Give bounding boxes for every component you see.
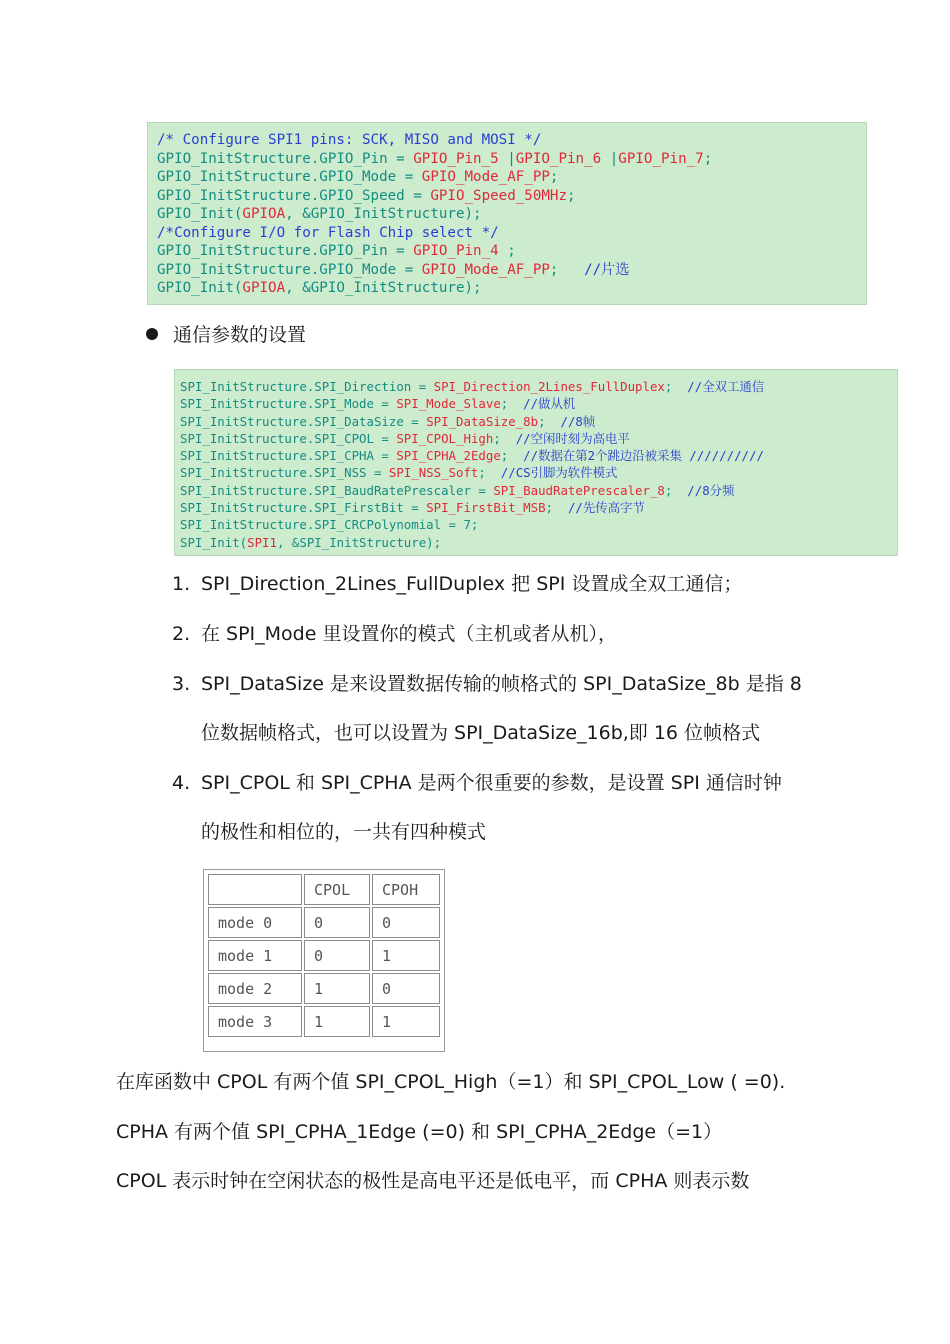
list-item-text: SPI_CPOL 和 SPI_CPHA 是两个很重要的参数，是设置 SPI 通信时钟 [201, 772, 782, 794]
list-item-number: 1. [172, 573, 191, 595]
code-line [180, 534, 897, 551]
code-token: SPI1 [247, 534, 277, 550]
code-token: GPIO_Mode_AF_PP [421, 169, 550, 185]
table-cell: mode 0 [208, 907, 302, 938]
table-cell: 0 [304, 907, 370, 938]
code-token: SPI_InitStructure.SPI_NSS = [180, 465, 389, 481]
list-item [172, 622, 617, 646]
code-line [157, 168, 866, 187]
code-line [157, 279, 866, 298]
code-token: GPIO_Init( [157, 280, 243, 296]
code-token: GPIOA [242, 280, 286, 296]
code-line [180, 447, 897, 464]
table-row [208, 940, 440, 971]
spi-code-block [174, 369, 898, 556]
list-item-text: 在 SPI_Mode 里设置你的模式（主机或者从机）， [201, 623, 617, 645]
table-header-row [208, 874, 440, 905]
paragraph: CPOL 表示时钟在空闲状态的极性是高电平还是低电平，而 CPHA 则表示数 [116, 1170, 750, 1192]
code-token: SPI_Init( [180, 534, 248, 550]
table-header-cell [208, 874, 302, 905]
code-token: SPI_InitStructure.SPI_CRCPolynomial = 7; [180, 517, 479, 533]
table-header-cell: CPOL [304, 874, 370, 905]
code-token: ; [567, 187, 576, 204]
code-token: ; [545, 500, 568, 516]
code-token: //片选 [584, 261, 630, 278]
mode-table-grid [206, 872, 442, 1039]
code-token: //CS引脚为软件模式 [500, 465, 618, 481]
code-token: GPIO_Pin_7 [618, 150, 704, 167]
code-token: ; [493, 430, 516, 446]
gpio-code-block [147, 122, 867, 305]
code-token: GPIO_Pin_4 [413, 243, 499, 259]
list-item-text: SPI_Direction_2Lines_FullDuplex 把 SPI 设置成全双工通信； [201, 573, 743, 595]
code-line [180, 378, 897, 395]
code-line [180, 430, 897, 447]
code-token: SPI_InitStructure.SPI_FirstBit = [180, 500, 427, 516]
code-token: ; [500, 396, 524, 412]
list-item [172, 672, 802, 696]
code-token: //全双工通信 [687, 379, 765, 394]
list-item [172, 771, 782, 795]
code-line [180, 464, 897, 481]
list-item-continuation: 位数据帧格式，也可以设置为 SPI_DataSize_16b,即 16 位帧格式 [201, 722, 761, 744]
code-token: ; [664, 482, 688, 498]
code-line [180, 499, 897, 516]
bullet-dot-icon [146, 328, 158, 340]
code-token: GPIO_InitStructure.GPIO_Mode = [157, 169, 422, 185]
code-token: , &GPIO_InitStructure); [285, 280, 482, 296]
list-item-text: SPI_DataSize 是来设置数据传输的帧格式的 SPI_DataSize_8b 是指 8 [201, 673, 802, 695]
code-token: GPIO_Mode_AF_PP [421, 261, 550, 278]
list-item-number: 2. [172, 623, 191, 645]
code-token: /*Configure I/O for Flash Chip select */ [157, 224, 499, 241]
code-token: GPIO_Speed_50MHz [430, 187, 568, 204]
table-cell: mode 1 [208, 940, 302, 971]
code-token: //空闲时刻为高电平 [515, 430, 630, 446]
code-token: SPI_BaudRatePrescaler_8 [493, 482, 665, 498]
code-token: GPIO_InitStructure.GPIO_Pin = [157, 150, 414, 167]
code-line [180, 395, 897, 412]
code-token: GPIOA [242, 206, 286, 222]
table-cell: 1 [304, 1006, 370, 1037]
code-token: | [507, 150, 516, 167]
code-token: ; [549, 169, 559, 185]
code-token: GPIO_Pin_6 [515, 150, 610, 167]
code-line [180, 516, 897, 533]
code-token: | [609, 150, 619, 167]
code-token: GPIO_InitStructure.GPIO_Mode = [157, 261, 422, 278]
code-token: , &GPIO_InitStructure); [285, 206, 482, 222]
code-token: SPI_InitStructure.SPI_CPOL = [180, 430, 397, 446]
code-token: SPI_InitStructure.SPI_Direction = [180, 379, 434, 394]
bullet-heading-text: 通信参数的设置 [173, 324, 307, 346]
list-item-number: 4. [172, 772, 191, 794]
code-token: ; [500, 448, 524, 464]
code-token: SPI_CPOL_High [396, 430, 494, 446]
code-token: //先传高字节 [567, 500, 645, 516]
table-row [208, 907, 440, 938]
code-line [157, 131, 866, 150]
code-token: SPI_FirstBit_MSB [426, 500, 546, 516]
code-line [157, 150, 866, 169]
code-token: SPI_Direction_2Lines_FullDuplex [433, 379, 665, 394]
table-cell: mode 2 [208, 973, 302, 1004]
list-item-number: 3. [172, 673, 191, 695]
table-cell: 1 [372, 1006, 440, 1037]
code-token: GPIO_InitStructure.GPIO_Speed = [157, 187, 431, 204]
table-row [208, 1006, 440, 1037]
table-cell: 1 [304, 973, 370, 1004]
code-token: ; [549, 261, 585, 278]
table-cell: 1 [372, 940, 440, 971]
code-token: SPI_Mode_Slave [396, 396, 501, 412]
code-token: GPIO_Pin_5 [413, 150, 508, 167]
code-token: SPI_InitStructure.SPI_Mode = [180, 396, 397, 412]
code-line [157, 261, 866, 280]
code-token: ; [498, 243, 516, 259]
list-item-continuation: 的极性和相位的，一共有四种模式 [201, 821, 487, 843]
table-cell: mode 3 [208, 1006, 302, 1037]
code-line [180, 482, 897, 499]
code-token: ; [478, 465, 501, 481]
code-token: SPI_InitStructure.SPI_DataSize = [180, 413, 427, 429]
code-token: GPIO_Init( [157, 206, 243, 222]
code-token: ; [664, 379, 688, 394]
table-header-cell: CPOH [372, 874, 440, 905]
code-token: //8帧 [560, 413, 596, 429]
code-token: ; [703, 150, 713, 167]
spi-mode-table [203, 869, 445, 1052]
table-cell: 0 [304, 940, 370, 971]
list-item [172, 572, 742, 596]
code-token: //做从机 [523, 396, 576, 412]
paragraph: 在库函数中 CPOL 有两个值 SPI_CPOL_High（=1）和 SPI_CPOL_Low ( =0). [116, 1071, 786, 1093]
bullet-heading [146, 323, 306, 347]
code-token: //数据在第2个跳边沿被采集 ////////// [523, 448, 764, 464]
code-token: SPI_DataSize_8b [426, 413, 539, 429]
code-token: SPI_NSS_Soft [388, 465, 479, 481]
table-cell: 0 [372, 973, 440, 1004]
code-token: SPI_CPHA_2Edge [396, 448, 501, 464]
code-line [180, 413, 897, 430]
table-row [208, 973, 440, 1004]
code-line [157, 205, 866, 224]
code-token: /* Configure SPI1 pins: SCK, MISO and MOSI */ [157, 132, 542, 148]
code-token: GPIO_InitStructure.GPIO_Pin = [157, 243, 414, 259]
code-token: SPI_InitStructure.SPI_CPHA = [180, 448, 397, 464]
code-line [157, 242, 866, 261]
code-line [157, 187, 866, 206]
table-cell: 0 [372, 907, 440, 938]
code-token: SPI_InitStructure.SPI_BaudRatePrescaler = [180, 482, 494, 498]
code-line [157, 224, 866, 243]
code-token: ; [538, 413, 561, 429]
paragraph: CPHA 有两个值 SPI_CPHA_1Edge (=0) 和 SPI_CPHA_2Edge（=1） [116, 1121, 723, 1143]
code-token: , &SPI_InitStructure); [276, 534, 442, 550]
code-token: //8分频 [687, 482, 735, 498]
